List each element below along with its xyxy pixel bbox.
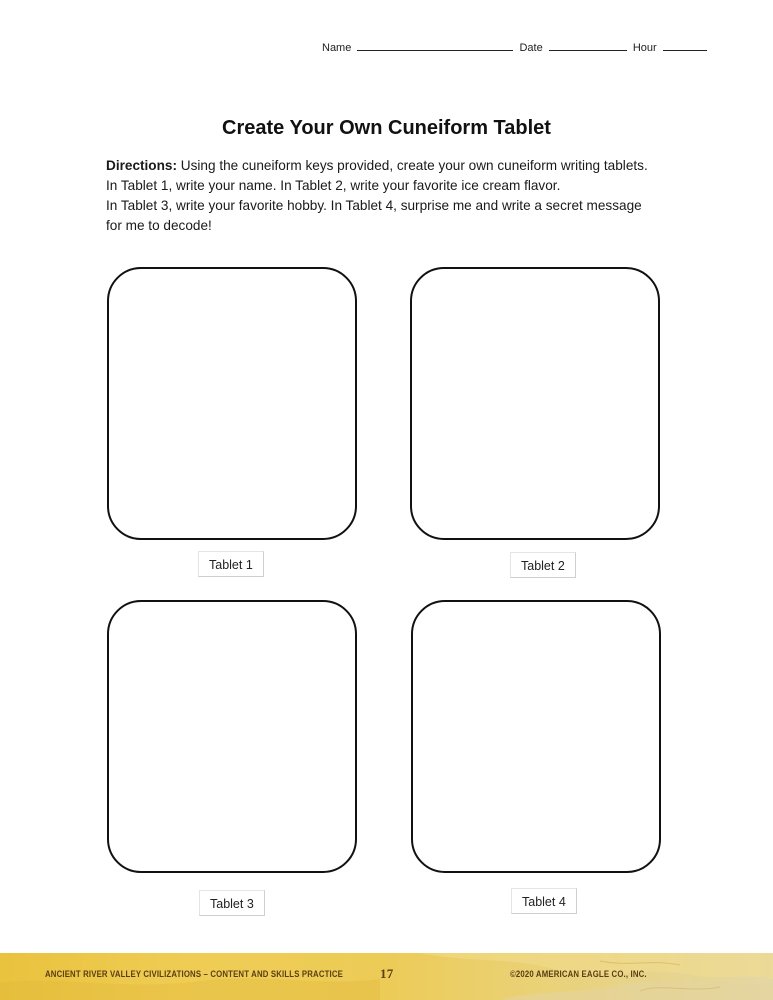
- date-label: Date: [519, 42, 543, 54]
- tablet-3-box[interactable]: [107, 600, 357, 873]
- tablet-4-box[interactable]: [411, 600, 661, 873]
- tablet-3-label: Tablet 3: [199, 890, 265, 916]
- tablet-1-label: Tablet 1: [198, 551, 264, 577]
- page-title: Create Your Own Cuneiform Tablet: [222, 117, 551, 139]
- page-number: 17: [380, 966, 394, 981]
- directions-line-2: In Tablet 1, write your name. In Tablet 2, write your favorite ice cream flavor.: [106, 178, 561, 193]
- directions-line-3: In Tablet 3, write your favorite hobby. In Tablet 4, surprise me and write a secret message: [106, 198, 642, 213]
- directions-lead: Directions:: [106, 158, 178, 173]
- footer-band: [0, 953, 773, 1000]
- directions-line-4: for me to decode!: [106, 218, 212, 233]
- footer-course-title: ANCIENT RIVER VALLEY CIVILIZATIONS – CONTENT AND SKILLS PRACTICE: [45, 969, 344, 980]
- tablet-2-box[interactable]: [410, 267, 660, 540]
- footer-copyright: ©2020 AMERICAN EAGLE CO., INC.: [510, 969, 647, 980]
- name-blank[interactable]: [357, 40, 513, 51]
- directions-text-1: Using the cuneiform keys provided, create your own cuneiform writing tablets.: [177, 158, 648, 173]
- tablet-1-box[interactable]: [107, 267, 357, 540]
- hour-blank[interactable]: [663, 40, 707, 51]
- tablet-4-label: Tablet 4: [511, 888, 577, 914]
- tablet-2-label: Tablet 2: [510, 552, 576, 578]
- hour-label: Hour: [632, 42, 657, 54]
- date-blank[interactable]: [549, 40, 627, 51]
- directions: [106, 156, 686, 236]
- name-label: Name: [322, 42, 352, 54]
- student-info-line: [322, 40, 710, 54]
- directions-line-1: [106, 156, 686, 176]
